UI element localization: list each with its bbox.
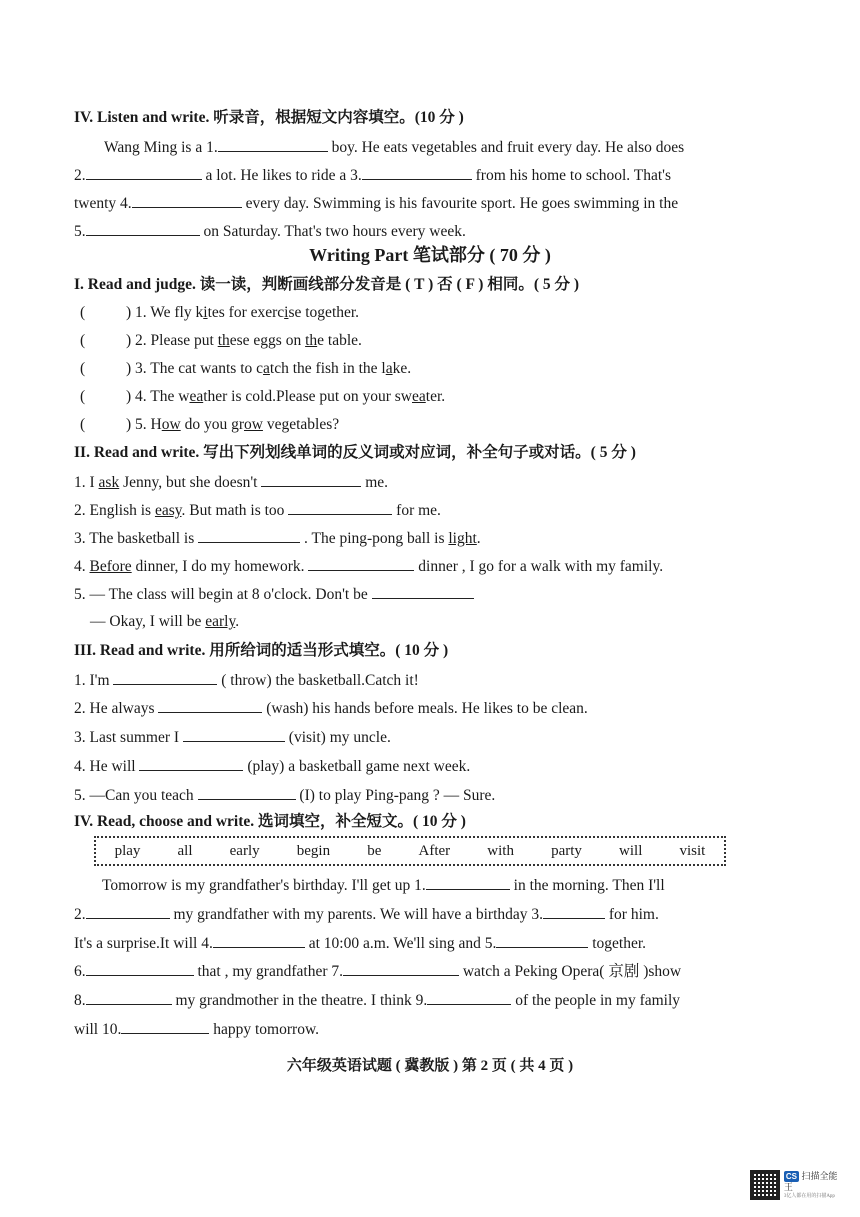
text: 6. xyxy=(74,963,86,980)
passage-blank-1[interactable] xyxy=(426,875,510,890)
text: se together. xyxy=(288,304,360,321)
word-bank-word: with xyxy=(487,842,514,859)
text: 5. xyxy=(74,223,86,240)
text: Wang Ming is a 1. xyxy=(104,139,218,156)
iii-item-4 xyxy=(74,756,470,777)
ii-item-2 xyxy=(74,500,441,521)
listen-line-2 xyxy=(74,165,671,186)
scanner-name: 扫描全能王 xyxy=(783,1171,838,1192)
passage-blank-7[interactable] xyxy=(343,961,459,976)
answer-paren[interactable]: ( xyxy=(80,304,86,321)
listen-line-3 xyxy=(74,193,678,214)
word-bank-word: play xyxy=(114,842,141,859)
passage-line-6 xyxy=(74,1019,319,1040)
underlined: i xyxy=(203,304,208,321)
passage-blank-10[interactable] xyxy=(121,1019,209,1034)
passage-blank-8[interactable] xyxy=(86,990,172,1005)
text: . xyxy=(476,530,481,547)
text: It's a surprise.It will 4. xyxy=(74,935,213,952)
iii-blank-3[interactable] xyxy=(183,727,285,742)
text: 3. The basketball is xyxy=(74,530,199,547)
passage-line-1 xyxy=(102,875,665,896)
answer-paren[interactable]: ( xyxy=(80,388,86,405)
section-i-heading: I. Read and judge. 读一读，判断画线部分发音是 ( T ) 否 ( F ) 相同。( 5 分 ) xyxy=(74,276,580,293)
word-bank-word: will xyxy=(619,842,643,859)
word-bank-word: all xyxy=(177,842,193,859)
text: . xyxy=(235,613,240,630)
text: (wash) his hands before meals. He likes to be clean. xyxy=(262,700,588,717)
ii-item-4 xyxy=(74,556,663,577)
ii-item-1 xyxy=(74,472,388,493)
underlined: th xyxy=(217,332,230,349)
iii-item-2 xyxy=(74,698,588,719)
section-iv-listen-heading: IV. Listen and write. 听录音，根据短文内容填空。(10 分 ) xyxy=(74,109,464,126)
ii-item-5-reply xyxy=(90,612,239,632)
text: (visit) my uncle. xyxy=(284,729,391,746)
section-iii-heading: III. Read and write. 用所给词的适当形式填空。( 10 分 ) xyxy=(74,642,449,659)
text: a lot. He likes to ride a 3. xyxy=(201,167,362,184)
iii-item-3 xyxy=(74,727,391,748)
text: ( throw) the basketball.Catch it! xyxy=(217,672,419,689)
underlined: early xyxy=(205,613,236,630)
judge-item-4 xyxy=(80,387,445,407)
blank-4[interactable] xyxy=(132,193,242,208)
word-bank xyxy=(94,836,726,866)
text: ) 5. H xyxy=(126,416,162,433)
text: that , my grandfather 7. xyxy=(193,963,343,980)
underlined: easy xyxy=(154,502,182,519)
underlined: ask xyxy=(98,474,120,491)
underlined: ea xyxy=(412,388,426,405)
text: for him. xyxy=(605,906,659,923)
blank-3[interactable] xyxy=(362,165,472,180)
text: 2. xyxy=(74,167,86,184)
writing-part-title: Writing Part 笔试部分 ( 70 分 ) xyxy=(309,245,551,265)
text: together. xyxy=(588,935,647,952)
blank-2[interactable] xyxy=(86,165,202,180)
answer-paren[interactable]: ( xyxy=(80,416,86,433)
section-ii-heading: II. Read and write. 写出下列划线单词的反义词或对应词，补全句子或对话。( 5 分 ) xyxy=(74,444,636,461)
passage-blank-6[interactable] xyxy=(86,961,194,976)
word-bank-word: be xyxy=(367,842,382,859)
text: boy. He eats vegetables and fruit every day. He also does xyxy=(327,139,685,156)
ii-item-3 xyxy=(74,528,481,549)
text: vegetables? xyxy=(262,416,340,433)
text: of the people in my family xyxy=(511,992,681,1009)
text: . The ping-pong ball is xyxy=(300,530,449,547)
text: for me. xyxy=(392,502,441,519)
underlined: a xyxy=(263,360,270,377)
text: ke. xyxy=(392,360,412,377)
word-bank-word: early xyxy=(229,842,260,859)
text: ) 3. The cat wants to c xyxy=(126,360,264,377)
word-bank-word: visit xyxy=(679,842,706,859)
passage-line-4 xyxy=(74,961,681,982)
ii-blank-4[interactable] xyxy=(308,556,414,571)
ii-blank-5[interactable] xyxy=(372,584,474,599)
text: tes for exerc xyxy=(207,304,285,321)
scanner-brand xyxy=(784,1171,846,1199)
text: at 10:00 a.m. We'll sing and 5. xyxy=(304,935,497,952)
listen-line-1 xyxy=(104,137,684,158)
passage-blank-4[interactable] xyxy=(213,933,305,948)
judge-item-5 xyxy=(80,415,339,435)
text: 2. xyxy=(74,906,86,923)
underlined: Before xyxy=(89,558,132,575)
passage-line-5 xyxy=(74,990,680,1011)
text: in the morning. Then I'll xyxy=(509,877,665,894)
scanner-watermark xyxy=(750,1168,846,1202)
answer-paren[interactable]: ( xyxy=(80,360,86,377)
word-bank-word: After xyxy=(418,842,451,859)
judge-item-3 xyxy=(80,359,411,379)
iii-blank-2[interactable] xyxy=(158,698,262,713)
passage-blank-3[interactable] xyxy=(543,904,605,919)
text: dinner, I do my homework. xyxy=(131,558,309,575)
text: ter. xyxy=(425,388,446,405)
underlined: ea xyxy=(189,388,204,405)
text: from his home to school. That's xyxy=(471,167,672,184)
judge-item-2 xyxy=(80,331,362,351)
qr-code-icon xyxy=(750,1170,780,1200)
text: me. xyxy=(361,474,389,491)
text: twenty 4. xyxy=(74,195,132,212)
underlined: i xyxy=(284,304,289,321)
passage-line-2 xyxy=(74,904,659,925)
underlined: light xyxy=(448,530,477,547)
text: my grandfather with my parents. We will have a birthday 3. xyxy=(169,906,544,923)
section-iv-read-heading: IV. Read, choose and write. 选词填空，补全短文。( 10 分 ) xyxy=(74,813,466,830)
text: 1. I xyxy=(74,474,99,491)
text: (play) a basketball game next week. xyxy=(243,758,471,775)
ii-blank-1[interactable] xyxy=(261,472,361,487)
word-bank-word: party xyxy=(551,842,582,859)
iii-blank-4[interactable] xyxy=(139,756,243,771)
page-footer: 六年级英语试题 ( 冀教版 ) 第 2 页 ( 共 4 页 ) xyxy=(286,1058,574,1074)
text: will 10. xyxy=(74,1021,122,1038)
text: 4. xyxy=(74,558,90,575)
cs-logo-icon: CS xyxy=(785,1172,797,1181)
underlined: ow xyxy=(161,416,181,433)
text: watch a Peking Opera( 京剧 )show xyxy=(458,963,682,980)
text: 2. English is xyxy=(74,502,155,519)
text: ese eggs on xyxy=(229,332,306,349)
text: on Saturday. That's two hours every week. xyxy=(199,223,466,240)
text: every day. Swimming is his favourite sport. He goes swimming in the xyxy=(241,195,679,212)
text: Jenny, but she doesn't xyxy=(119,474,262,491)
answer-paren[interactable]: ( xyxy=(80,332,86,349)
text: . But math is too xyxy=(181,502,289,519)
text: ) 2. Please put xyxy=(126,332,218,349)
underlined: th xyxy=(305,332,318,349)
text: 4. He will xyxy=(74,758,140,775)
ii-blank-3[interactable] xyxy=(198,528,300,543)
underlined: ow xyxy=(243,416,263,433)
word-bank-word: begin xyxy=(296,842,331,859)
passage-blank-5[interactable] xyxy=(496,933,588,948)
iii-item-5 xyxy=(74,785,495,806)
ii-item-5 xyxy=(74,584,474,605)
text: dinner , I go for a walk with my family. xyxy=(414,558,664,575)
text: happy tomorrow. xyxy=(209,1021,320,1038)
passage-blank-9[interactable] xyxy=(427,990,511,1005)
judge-item-1 xyxy=(80,303,359,323)
blank-1[interactable] xyxy=(218,137,328,152)
text: 2. He always xyxy=(74,700,159,717)
text: ) 1. We fly k xyxy=(126,304,204,321)
text: my grandmother in the theatre. I think 9. xyxy=(171,992,428,1009)
text: — Okay, I will be xyxy=(90,613,206,630)
text: 1. I'm xyxy=(74,672,114,689)
blank-5[interactable] xyxy=(86,221,200,236)
listen-line-4 xyxy=(74,221,466,242)
text: 5. —Can you teach xyxy=(74,787,198,804)
text: Tomorrow is my grandfather's birthday. I'll get up 1. xyxy=(102,877,426,894)
text: 5. — The class will begin at 8 o'clock. Don't be xyxy=(74,586,372,603)
text: ) 4. The w xyxy=(126,388,190,405)
text: 8. xyxy=(74,992,86,1009)
ii-blank-2[interactable] xyxy=(288,500,392,515)
text: tch the fish in the l xyxy=(269,360,386,377)
passage-line-3 xyxy=(74,933,646,954)
text: do you gr xyxy=(180,416,244,433)
text: 3. Last summer I xyxy=(74,729,183,746)
iii-blank-1[interactable] xyxy=(113,670,217,685)
text: e table. xyxy=(317,332,362,349)
text: ther is cold.Please put on your sw xyxy=(203,388,412,405)
text: (I) to play Ping-pang ? — Sure. xyxy=(295,787,496,804)
underlined: a xyxy=(385,360,393,377)
passage-blank-2[interactable] xyxy=(86,904,170,919)
scanner-tagline: 3亿人都在用的扫描App xyxy=(783,1194,835,1199)
iii-item-1 xyxy=(74,670,419,691)
iii-blank-5[interactable] xyxy=(198,785,296,800)
